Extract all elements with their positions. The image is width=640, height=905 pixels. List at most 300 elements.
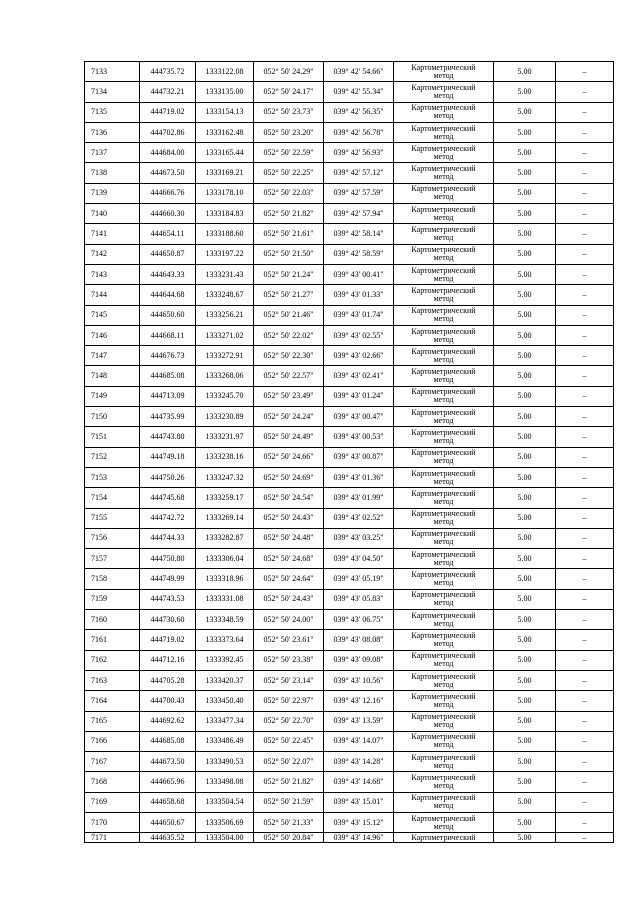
table-row: [85, 589, 614, 609]
table-row: [85, 82, 614, 102]
note-cell: –: [556, 467, 614, 487]
coord-x-cell: 444650.67: [140, 812, 196, 832]
latitude-cell: 052° 50' 22.45": [254, 731, 324, 751]
determination-method-cell: Картометрический метод: [394, 772, 494, 792]
accuracy-cell: 5.00: [494, 62, 556, 82]
latitude-cell: 052° 50' 24.24": [254, 407, 324, 427]
accuracy-cell: 5.00: [494, 589, 556, 609]
determination-method-cell: Картометрический метод: [394, 82, 494, 102]
determination-method-cell: Картометрический метод: [394, 427, 494, 447]
note-cell: –: [556, 792, 614, 812]
coord-y-cell: 1333268.06: [196, 366, 254, 386]
latitude-cell: 052° 50' 21.50": [254, 244, 324, 264]
coord-x-cell: 444660.30: [140, 204, 196, 224]
determination-method-cell: Картометрический метод: [394, 305, 494, 325]
note-cell: –: [556, 264, 614, 284]
table-row: [85, 305, 614, 325]
note-cell: –: [556, 183, 614, 203]
coord-x-cell: 444684.00: [140, 143, 196, 163]
note-cell: –: [556, 610, 614, 630]
table-row: [85, 366, 614, 386]
point-number-cell: 7167: [85, 752, 140, 772]
point-number-cell: 7163: [85, 670, 140, 690]
determination-method-cell: Картометрический метод: [394, 467, 494, 487]
determination-method-cell: Картометрический метод: [394, 488, 494, 508]
determination-method-cell: Картометрический метод: [394, 325, 494, 345]
table-row: [85, 630, 614, 650]
coord-y-cell: 1333230.89: [196, 407, 254, 427]
table-row: [85, 792, 614, 812]
table-row: [85, 508, 614, 528]
longitude-cell: 039° 43' 10.56": [324, 670, 394, 690]
table-row: [85, 346, 614, 366]
determination-method-cell: Картометрический метод: [394, 731, 494, 751]
determination-method-cell: Картометрический метод: [394, 691, 494, 711]
latitude-cell: 052° 50' 22.59": [254, 143, 324, 163]
point-number-cell: 7166: [85, 731, 140, 751]
table-row: [85, 752, 614, 772]
accuracy-cell: 5.00: [494, 305, 556, 325]
coord-y-cell: 1333504.00: [196, 833, 254, 843]
point-number-cell: 7136: [85, 122, 140, 142]
latitude-cell: 052° 50' 23.49": [254, 386, 324, 406]
point-number-cell: 7140: [85, 204, 140, 224]
longitude-cell: 039° 43' 14.07": [324, 731, 394, 751]
coord-x-cell: 444692.62: [140, 711, 196, 731]
point-number-cell: 7157: [85, 549, 140, 569]
note-cell: –: [556, 488, 614, 508]
longitude-cell: 039° 43' 01.36": [324, 467, 394, 487]
coord-y-cell: 1333154.13: [196, 102, 254, 122]
coord-y-cell: 1333477.34: [196, 711, 254, 731]
determination-method-cell: Картометрический: [394, 833, 494, 843]
table-row: [85, 467, 614, 487]
coord-x-cell: 444743.80: [140, 427, 196, 447]
table-body: [85, 62, 614, 843]
coord-y-cell: 1333178.10: [196, 183, 254, 203]
determination-method-cell: Картометрический метод: [394, 447, 494, 467]
latitude-cell: 052° 50' 24.48": [254, 528, 324, 548]
determination-method-cell: Картометрический метод: [394, 528, 494, 548]
latitude-cell: 052° 50' 23.73": [254, 102, 324, 122]
note-cell: –: [556, 366, 614, 386]
coord-x-cell: 444745.68: [140, 488, 196, 508]
coord-x-cell: 444673.50: [140, 752, 196, 772]
accuracy-cell: 5.00: [494, 731, 556, 751]
latitude-cell: 052° 50' 22.97": [254, 691, 324, 711]
note-cell: –: [556, 447, 614, 467]
point-number-cell: 7133: [85, 62, 140, 82]
point-number-cell: 7149: [85, 386, 140, 406]
latitude-cell: 052° 50' 22.25": [254, 163, 324, 183]
accuracy-cell: 5.00: [494, 630, 556, 650]
accuracy-cell: 5.00: [494, 183, 556, 203]
determination-method-cell: Картометрический метод: [394, 711, 494, 731]
accuracy-cell: 5.00: [494, 752, 556, 772]
point-number-cell: 7151: [85, 427, 140, 447]
accuracy-cell: 5.00: [494, 102, 556, 122]
latitude-cell: 052° 50' 24.43": [254, 589, 324, 609]
latitude-cell: 052° 50' 24.17": [254, 82, 324, 102]
latitude-cell: 052° 50' 24.43": [254, 508, 324, 528]
point-number-cell: 7142: [85, 244, 140, 264]
coord-y-cell: 1333420.37: [196, 670, 254, 690]
coord-y-cell: 1333231.43: [196, 264, 254, 284]
coord-y-cell: 1333269.14: [196, 508, 254, 528]
table-row: [85, 325, 614, 345]
note-cell: –: [556, 407, 614, 427]
point-number-cell: 7138: [85, 163, 140, 183]
coord-y-cell: 1333450.40: [196, 691, 254, 711]
note-cell: –: [556, 143, 614, 163]
longitude-cell: 039° 42' 54.66": [324, 62, 394, 82]
coord-y-cell: 1333498.08: [196, 772, 254, 792]
longitude-cell: 039° 43' 08.08": [324, 630, 394, 650]
table-row: [85, 488, 614, 508]
coord-x-cell: 444744.33: [140, 528, 196, 548]
latitude-cell: 052° 50' 24.69": [254, 467, 324, 487]
coord-x-cell: 444732.21: [140, 82, 196, 102]
point-number-cell: 7170: [85, 812, 140, 832]
accuracy-cell: 5.00: [494, 244, 556, 264]
determination-method-cell: Картометрический метод: [394, 264, 494, 284]
longitude-cell: 039° 42' 58.14": [324, 224, 394, 244]
point-number-cell: 7159: [85, 589, 140, 609]
note-cell: –: [556, 386, 614, 406]
latitude-cell: 052° 50' 22.02": [254, 325, 324, 345]
point-number-cell: 7134: [85, 82, 140, 102]
coord-y-cell: 1333348.59: [196, 610, 254, 630]
point-number-cell: 7160: [85, 610, 140, 630]
table-row: [85, 670, 614, 690]
determination-method-cell: Картометрический метод: [394, 285, 494, 305]
latitude-cell: 052° 50' 21.33": [254, 812, 324, 832]
determination-method-cell: Картометрический метод: [394, 630, 494, 650]
coord-y-cell: 1333169.21: [196, 163, 254, 183]
coord-x-cell: 444719.02: [140, 102, 196, 122]
longitude-cell: 039° 43' 02.66": [324, 346, 394, 366]
latitude-cell: 052° 50' 23.14": [254, 670, 324, 690]
longitude-cell: 039° 42' 57.59": [324, 183, 394, 203]
longitude-cell: 039° 43' 01.74": [324, 305, 394, 325]
note-cell: –: [556, 569, 614, 589]
coord-y-cell: 1333392.45: [196, 650, 254, 670]
table-row: [85, 183, 614, 203]
accuracy-cell: 5.00: [494, 467, 556, 487]
latitude-cell: 052° 50' 22.07": [254, 752, 324, 772]
coord-y-cell: 1333135.00: [196, 82, 254, 102]
accuracy-cell: 5.00: [494, 488, 556, 508]
point-number-cell: 7156: [85, 528, 140, 548]
coord-y-cell: 1333165.44: [196, 143, 254, 163]
point-number-cell: 7155: [85, 508, 140, 528]
point-number-cell: 7169: [85, 792, 140, 812]
coord-y-cell: 1333122.08: [196, 62, 254, 82]
accuracy-cell: 5.00: [494, 122, 556, 142]
table-row: [85, 204, 614, 224]
note-cell: –: [556, 122, 614, 142]
table-row: [85, 549, 614, 569]
coord-y-cell: 1333486.49: [196, 731, 254, 751]
latitude-cell: 052° 50' 21.27": [254, 285, 324, 305]
coord-y-cell: 1333282.87: [196, 528, 254, 548]
note-cell: –: [556, 163, 614, 183]
note-cell: –: [556, 812, 614, 832]
determination-method-cell: Картометрический метод: [394, 508, 494, 528]
accuracy-cell: 5.00: [494, 670, 556, 690]
coord-x-cell: 444668.11: [140, 325, 196, 345]
coord-x-cell: 444735.72: [140, 62, 196, 82]
longitude-cell: 039° 43' 15.01": [324, 792, 394, 812]
coord-y-cell: 1333245.70: [196, 386, 254, 406]
longitude-cell: 039° 43' 14.28": [324, 752, 394, 772]
latitude-cell: 052° 50' 24.66": [254, 447, 324, 467]
longitude-cell: 039° 43' 01.33": [324, 285, 394, 305]
accuracy-cell: 5.00: [494, 224, 556, 244]
determination-method-cell: Картометрический метод: [394, 244, 494, 264]
accuracy-cell: 5.00: [494, 691, 556, 711]
longitude-cell: 039° 43' 00.53": [324, 427, 394, 447]
longitude-cell: 039° 43' 15.12": [324, 812, 394, 832]
latitude-cell: 052° 50' 22.70": [254, 711, 324, 731]
coord-x-cell: 444750.80: [140, 549, 196, 569]
longitude-cell: 039° 43' 06.75": [324, 610, 394, 630]
determination-method-cell: Картометрический метод: [394, 407, 494, 427]
accuracy-cell: 5.00: [494, 204, 556, 224]
coord-x-cell: 444743.53: [140, 589, 196, 609]
note-cell: –: [556, 549, 614, 569]
note-cell: –: [556, 82, 614, 102]
table-row: [85, 122, 614, 142]
coord-y-cell: 1333373.64: [196, 630, 254, 650]
accuracy-cell: 5.00: [494, 610, 556, 630]
determination-method-cell: Картометрический метод: [394, 122, 494, 142]
note-cell: –: [556, 711, 614, 731]
point-number-cell: 7144: [85, 285, 140, 305]
accuracy-cell: 5.00: [494, 82, 556, 102]
point-number-cell: 7143: [85, 264, 140, 284]
table-row: [85, 285, 614, 305]
coord-y-cell: 1333248.67: [196, 285, 254, 305]
point-number-cell: 7171: [85, 833, 140, 843]
coord-x-cell: 444635.52: [140, 833, 196, 843]
table-row: [85, 650, 614, 670]
coord-x-cell: 444666.76: [140, 183, 196, 203]
coordinates-table: [84, 61, 614, 843]
determination-method-cell: Картометрический метод: [394, 752, 494, 772]
point-number-cell: 7145: [85, 305, 140, 325]
coord-x-cell: 444702.86: [140, 122, 196, 142]
table-row: [85, 569, 614, 589]
accuracy-cell: 5.00: [494, 264, 556, 284]
determination-method-cell: Картометрический метод: [394, 224, 494, 244]
coord-x-cell: 444749.99: [140, 569, 196, 589]
point-number-cell: 7158: [85, 569, 140, 589]
accuracy-cell: 5.00: [494, 427, 556, 447]
longitude-cell: 039° 43' 13.59": [324, 711, 394, 731]
note-cell: –: [556, 325, 614, 345]
note-cell: –: [556, 589, 614, 609]
table-row: [85, 528, 614, 548]
longitude-cell: 039° 42' 57.12": [324, 163, 394, 183]
table-row: [85, 163, 614, 183]
longitude-cell: 039° 42' 55.34": [324, 82, 394, 102]
note-cell: –: [556, 102, 614, 122]
coord-x-cell: 444685.08: [140, 731, 196, 751]
table-row: [85, 264, 614, 284]
longitude-cell: 039° 42' 58.59": [324, 244, 394, 264]
coord-x-cell: 444749.18: [140, 447, 196, 467]
point-number-cell: 7165: [85, 711, 140, 731]
determination-method-cell: Картометрический метод: [394, 610, 494, 630]
coord-x-cell: 444644.68: [140, 285, 196, 305]
point-number-cell: 7161: [85, 630, 140, 650]
note-cell: –: [556, 346, 614, 366]
coord-x-cell: 444712.16: [140, 650, 196, 670]
determination-method-cell: Картометрический метод: [394, 589, 494, 609]
point-number-cell: 7162: [85, 650, 140, 670]
longitude-cell: 039° 43' 03.25": [324, 528, 394, 548]
coord-y-cell: 1333184.83: [196, 204, 254, 224]
point-number-cell: 7164: [85, 691, 140, 711]
point-number-cell: 7148: [85, 366, 140, 386]
coord-x-cell: 444650.60: [140, 305, 196, 325]
coord-x-cell: 444730.60: [140, 610, 196, 630]
longitude-cell: 039° 43' 09.08": [324, 650, 394, 670]
note-cell: –: [556, 772, 614, 792]
accuracy-cell: 5.00: [494, 325, 556, 345]
note-cell: –: [556, 285, 614, 305]
table-row: [85, 691, 614, 711]
latitude-cell: 052° 50' 24.54": [254, 488, 324, 508]
latitude-cell: 052° 50' 21.24": [254, 264, 324, 284]
determination-method-cell: Картометрический метод: [394, 792, 494, 812]
note-cell: –: [556, 833, 614, 843]
latitude-cell: 052° 50' 23.38": [254, 650, 324, 670]
point-number-cell: 7135: [85, 102, 140, 122]
point-number-cell: 7168: [85, 772, 140, 792]
table-row: [85, 427, 614, 447]
determination-method-cell: Картометрический метод: [394, 569, 494, 589]
longitude-cell: 039° 43' 00.87": [324, 447, 394, 467]
latitude-cell: 052° 50' 22.30": [254, 346, 324, 366]
note-cell: –: [556, 731, 614, 751]
accuracy-cell: 5.00: [494, 650, 556, 670]
coord-x-cell: 444643.33: [140, 264, 196, 284]
table-row: [85, 711, 614, 731]
coord-y-cell: 1333271.02: [196, 325, 254, 345]
latitude-cell: 052° 50' 24.64": [254, 569, 324, 589]
latitude-cell: 052° 50' 21.46": [254, 305, 324, 325]
coord-x-cell: 444742.72: [140, 508, 196, 528]
accuracy-cell: 5.00: [494, 711, 556, 731]
coord-y-cell: 1333272.91: [196, 346, 254, 366]
longitude-cell: 039° 43' 14.68": [324, 772, 394, 792]
coord-y-cell: 1333247.32: [196, 467, 254, 487]
note-cell: –: [556, 305, 614, 325]
longitude-cell: 039° 43' 02.41": [324, 366, 394, 386]
accuracy-cell: 5.00: [494, 528, 556, 548]
longitude-cell: 039° 43' 05.83": [324, 589, 394, 609]
note-cell: –: [556, 204, 614, 224]
determination-method-cell: Картометрический метод: [394, 812, 494, 832]
note-cell: –: [556, 528, 614, 548]
coord-x-cell: 444654.11: [140, 224, 196, 244]
coord-x-cell: 444713.09: [140, 386, 196, 406]
coord-x-cell: 444719.02: [140, 630, 196, 650]
coord-x-cell: 444665.96: [140, 772, 196, 792]
coord-y-cell: 1333162.48: [196, 122, 254, 142]
coord-y-cell: 1333504.54: [196, 792, 254, 812]
latitude-cell: 052° 50' 22.57": [254, 366, 324, 386]
table-row: [85, 224, 614, 244]
coord-x-cell: 444685.08: [140, 366, 196, 386]
point-number-cell: 7146: [85, 325, 140, 345]
coord-x-cell: 444658.68: [140, 792, 196, 812]
latitude-cell: 052° 50' 24.29": [254, 62, 324, 82]
latitude-cell: 052° 50' 20.84": [254, 833, 324, 843]
longitude-cell: 039° 43' 02.55": [324, 325, 394, 345]
determination-method-cell: Картометрический метод: [394, 670, 494, 690]
coord-x-cell: 444650.87: [140, 244, 196, 264]
note-cell: –: [556, 630, 614, 650]
table-row: [85, 143, 614, 163]
longitude-cell: 039° 43' 00.41": [324, 264, 394, 284]
coord-y-cell: 1333306.04: [196, 549, 254, 569]
accuracy-cell: 5.00: [494, 407, 556, 427]
latitude-cell: 052° 50' 21.82": [254, 204, 324, 224]
latitude-cell: 052° 50' 21.61": [254, 224, 324, 244]
coord-x-cell: 444673.50: [140, 163, 196, 183]
longitude-cell: 039° 43' 02.52": [324, 508, 394, 528]
accuracy-cell: 5.00: [494, 569, 556, 589]
table-row: [85, 102, 614, 122]
determination-method-cell: Картометрический метод: [394, 183, 494, 203]
coord-y-cell: 1333238.16: [196, 447, 254, 467]
point-number-cell: 7141: [85, 224, 140, 244]
accuracy-cell: 5.00: [494, 833, 556, 843]
accuracy-cell: 5.00: [494, 447, 556, 467]
coord-x-cell: 444735.99: [140, 407, 196, 427]
longitude-cell: 039° 43' 12.16": [324, 691, 394, 711]
latitude-cell: 052° 50' 21.82": [254, 772, 324, 792]
coord-x-cell: 444750.26: [140, 467, 196, 487]
point-number-cell: 7147: [85, 346, 140, 366]
point-number-cell: 7153: [85, 467, 140, 487]
accuracy-cell: 5.00: [494, 812, 556, 832]
accuracy-cell: 5.00: [494, 386, 556, 406]
coord-y-cell: 1333318.96: [196, 569, 254, 589]
accuracy-cell: 5.00: [494, 285, 556, 305]
longitude-cell: 039° 43' 14.96": [324, 833, 394, 843]
note-cell: –: [556, 650, 614, 670]
determination-method-cell: Картометрический метод: [394, 62, 494, 82]
determination-method-cell: Картометрический метод: [394, 650, 494, 670]
longitude-cell: 039° 43' 00.47": [324, 407, 394, 427]
coord-y-cell: 1333197.22: [196, 244, 254, 264]
table-row: [85, 812, 614, 832]
coord-y-cell: 1333331.08: [196, 589, 254, 609]
note-cell: –: [556, 62, 614, 82]
accuracy-cell: 5.00: [494, 346, 556, 366]
longitude-cell: 039° 42' 56.93": [324, 143, 394, 163]
note-cell: –: [556, 224, 614, 244]
point-number-cell: 7139: [85, 183, 140, 203]
determination-method-cell: Картометрический метод: [394, 143, 494, 163]
determination-method-cell: Картометрический метод: [394, 386, 494, 406]
accuracy-cell: 5.00: [494, 143, 556, 163]
note-cell: –: [556, 670, 614, 690]
